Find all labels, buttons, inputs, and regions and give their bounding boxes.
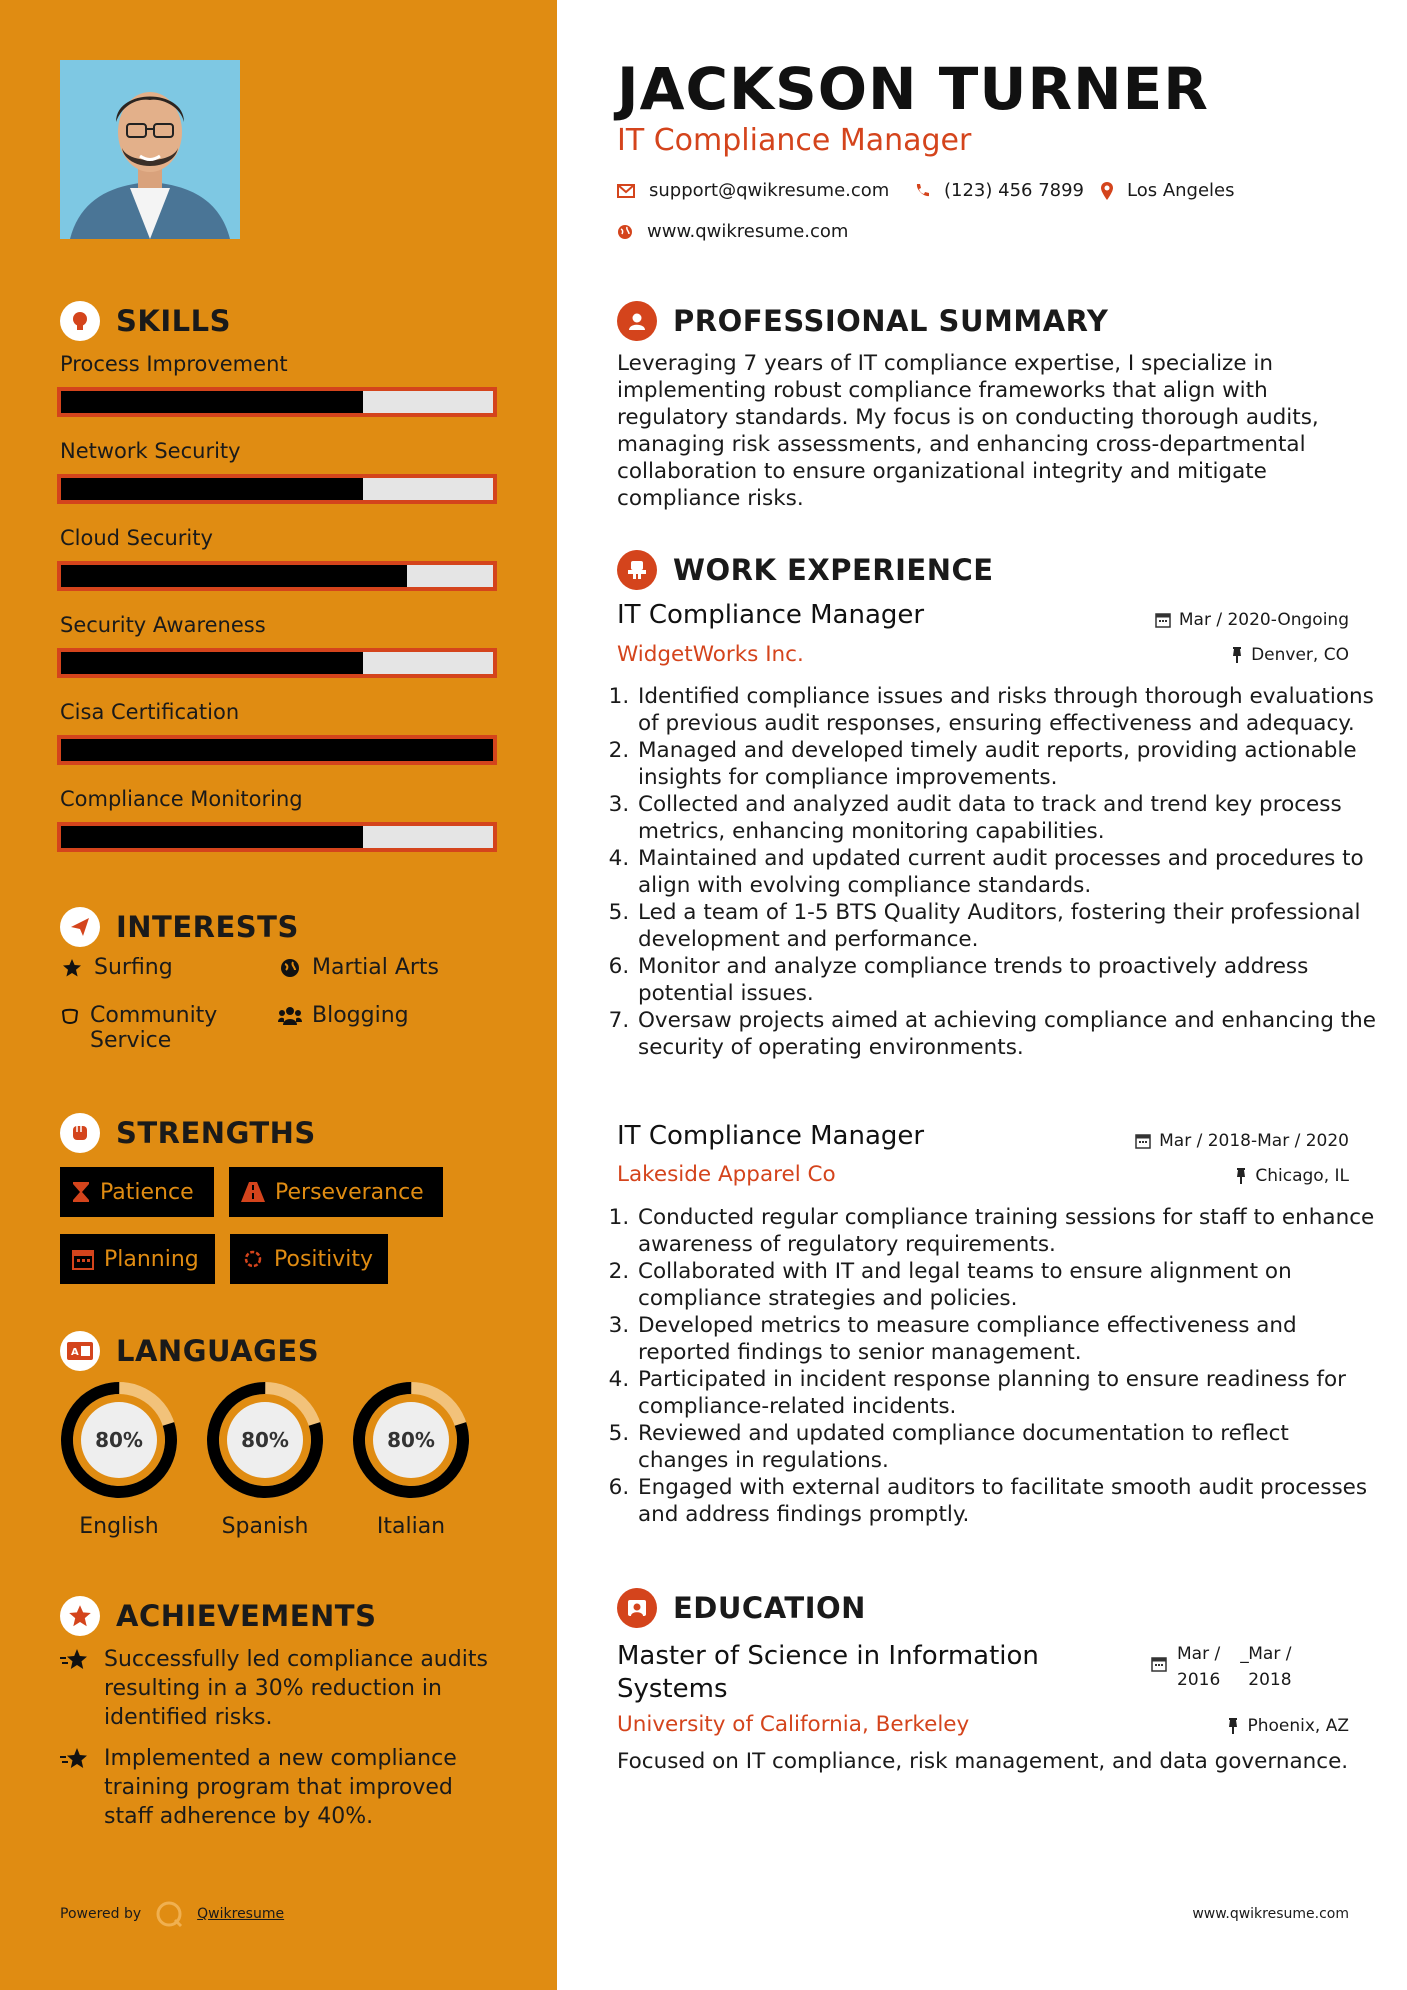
- phone-icon: [914, 183, 930, 199]
- job-bullet: 6. Monitor and analyze compliance trends to proactively address potential issues.: [636, 953, 1381, 1007]
- skill-bar: [57, 735, 497, 765]
- map-pin-icon: [1101, 182, 1113, 200]
- strength-label: Perseverance: [275, 1179, 424, 1205]
- strength-tag: [229, 1167, 443, 1217]
- interest-item: [278, 1003, 409, 1028]
- skill-bar: [57, 387, 497, 417]
- interest-label: Blogging: [312, 1003, 409, 1028]
- language-icon: [60, 1331, 100, 1371]
- hand-icon: [60, 1003, 80, 1026]
- language-item: [59, 1380, 179, 1539]
- footer-url[interactable]: www.qwikresume.com: [1192, 1906, 1349, 1922]
- sidebar: [0, 0, 557, 1990]
- skill-bar-fill: [61, 739, 493, 761]
- skill-bar-fill: [61, 652, 363, 674]
- education-start-month: Mar /: [1177, 1644, 1221, 1664]
- envelope-icon: [617, 184, 635, 198]
- skill-label: Cloud Security: [60, 526, 213, 550]
- languages-heading: [60, 1331, 319, 1371]
- award-icon: [60, 1596, 100, 1636]
- education-end: [1240, 1641, 1292, 1693]
- job-dates-text: Mar / 2020-Ongoing: [1178, 610, 1349, 630]
- paper-plane-icon: [60, 907, 100, 947]
- users-icon: [278, 1003, 302, 1026]
- job-bullet: 1. Identified compliance issues and risks through thorough evaluations of previous audit responses, ensuring effectiveness and adequacy.: [636, 683, 1381, 737]
- job-bullet: 4. Participated in incident response planning to ensure readiness for compliance-related incidents.: [636, 1366, 1381, 1420]
- language-percent: 80%: [241, 1428, 289, 1452]
- job-location-text: Chicago, IL: [1255, 1166, 1349, 1186]
- phone-text: (123) 456 7899: [944, 180, 1085, 201]
- powered-by-label: Powered by: [60, 1906, 142, 1922]
- contact-location: [1101, 180, 1235, 201]
- strength-tag: [230, 1234, 388, 1284]
- job-dates: [1135, 1131, 1349, 1151]
- strength-label: Planning: [104, 1246, 199, 1272]
- job-bullet: 1. Conducted regular compliance training sessions for staff to enhance awareness of regulatory requirements.: [636, 1204, 1381, 1258]
- job-title: IT Compliance Manager: [617, 1121, 925, 1151]
- language-percent: 80%: [387, 1428, 435, 1452]
- education-start: [1177, 1641, 1220, 1693]
- calendar-icon: [1135, 1133, 1151, 1149]
- pushpin-icon: [1231, 647, 1243, 663]
- language-name: Spanish: [221, 1514, 309, 1539]
- graduation-icon: [617, 1588, 657, 1628]
- calendar-icon: [72, 1248, 94, 1270]
- job-dates-text: Mar / 2018-Mar / 2020: [1159, 1131, 1349, 1151]
- user-icon: [617, 301, 657, 341]
- pushpin-icon: [1235, 1168, 1247, 1184]
- education-location-text: Phoenix, AZ: [1247, 1716, 1349, 1736]
- job-bullet: 7. Oversaw projects aimed at achieving compliance and enhancing the security of operating environments.: [636, 1007, 1381, 1061]
- summary-heading: [617, 301, 1108, 341]
- interest-item: [60, 1003, 260, 1053]
- company-name: WidgetWorks Inc.: [617, 642, 804, 667]
- location-text: Los Angeles: [1127, 180, 1235, 201]
- experience-heading: [617, 550, 994, 590]
- achievement-text: Successfully led compliance audits resulting in a 30% reduction in identified risks.: [104, 1647, 488, 1730]
- job-bullet: 4. Maintained and updated current audit processes and procedures to align with evolving compliance standards.: [636, 845, 1381, 899]
- job-title: IT Compliance Manager: [617, 600, 925, 630]
- candidate-role: IT Compliance Manager: [617, 123, 972, 158]
- education-heading: [617, 1588, 866, 1628]
- qwikresume-logo-icon: [155, 1900, 183, 1928]
- skill-label: Cisa Certification: [60, 700, 240, 724]
- job-bullet: 5. Reviewed and updated compliance documentation to reflect changes in regulations.: [636, 1420, 1381, 1474]
- degree-title: [617, 1640, 1097, 1706]
- summary-text: Leveraging 7 years of IT compliance expertise, I specialize in implementing robust compliance frameworks that align with regulatory standards. My focus is on conducting thorough audits, managing risk assessments, and enhancing cross-departmental collaboration to ensure organizational integrity and mitigate compliance risks.: [617, 351, 1319, 511]
- skills-heading: [60, 301, 231, 341]
- interest-label: Surfing: [94, 955, 173, 980]
- education-location: [1227, 1716, 1349, 1736]
- skill-bar-fill: [61, 478, 363, 500]
- job-bullet: 5. Led a team of 1-5 BTS Quality Auditors, fostering their professional development and performance.: [636, 899, 1381, 953]
- contact-website[interactable]: [617, 221, 848, 242]
- strength-label: Patience: [100, 1179, 194, 1205]
- skill-bar: [57, 822, 497, 852]
- interest-item: [60, 955, 173, 980]
- interest-item: [278, 955, 439, 980]
- job-bullets: [610, 683, 1381, 1061]
- education-end-year: 2018: [1248, 1670, 1292, 1690]
- sun-icon: [242, 1248, 264, 1270]
- powered-by: [60, 1900, 284, 1928]
- calendar-icon: [1155, 612, 1171, 628]
- job-dates: [1155, 610, 1349, 630]
- website-text: www.qwikresume.com: [647, 221, 849, 242]
- achievements-title: ACHIEVEMENTS: [116, 1599, 377, 1633]
- strength-tag: [60, 1234, 215, 1284]
- star-icon: [60, 1744, 94, 1831]
- interests-title: INTERESTS: [116, 910, 299, 944]
- job-bullet: 6. Engaged with external auditors to facilitate smooth audit processes and address findings promptly.: [636, 1474, 1381, 1528]
- education-end-month: Mar /: [1248, 1644, 1292, 1664]
- achievement-item: [60, 1744, 500, 1831]
- skill-bar-fill: [61, 391, 363, 413]
- skill-label: Compliance Monitoring: [60, 787, 303, 811]
- job-location: [1231, 645, 1349, 665]
- calendar-icon: [1151, 1656, 1167, 1672]
- interest-label: Community Service: [90, 1003, 218, 1053]
- degree-line: Master of Science in Information: [617, 1641, 1039, 1671]
- education-start-year: 2016: [1177, 1670, 1221, 1690]
- svg-text:A: A: [71, 1347, 79, 1358]
- profile-photo: [60, 60, 240, 239]
- globe-icon: [278, 955, 302, 978]
- candidate-name: JACKSON TURNER: [617, 55, 1209, 123]
- lightbulb-icon: [60, 301, 100, 341]
- strength-label: Positivity: [274, 1246, 374, 1272]
- skill-bar-fill: [61, 826, 363, 848]
- education-dates: [1151, 1641, 1292, 1693]
- language-ring: [351, 1380, 471, 1500]
- road-icon: [241, 1182, 265, 1202]
- skills-title: SKILLS: [116, 304, 231, 338]
- globe-icon: [617, 224, 633, 240]
- date-separator: _: [1240, 1644, 1249, 1664]
- star-icon: [60, 1645, 94, 1732]
- contact-email[interactable]: [617, 180, 889, 201]
- summary-title: PROFESSIONAL SUMMARY: [673, 304, 1109, 338]
- job-location: [1235, 1166, 1349, 1186]
- language-item: [205, 1380, 325, 1539]
- education-title: EDUCATION: [673, 1591, 866, 1625]
- qwikresume-link[interactable]: Qwikresume: [197, 1906, 285, 1922]
- achievement-text: Implemented a new compliance training program that improved staff adherence by 40%.: [104, 1746, 457, 1829]
- languages-title: LANGUAGES: [116, 1334, 320, 1368]
- skill-bar: [57, 474, 497, 504]
- degree-line: Systems: [617, 1674, 728, 1704]
- skill-label: Process Improvement: [60, 352, 288, 376]
- email-text: support@qwikresume.com: [649, 180, 890, 201]
- interest-label: Martial Arts: [312, 955, 440, 980]
- pushpin-icon: [1227, 1718, 1239, 1734]
- achievements-heading: [60, 1596, 376, 1636]
- hourglass-icon: [72, 1181, 90, 1203]
- company-name: Lakeside Apparel Co: [617, 1162, 836, 1187]
- skill-bar: [57, 648, 497, 678]
- skill-bar: [57, 561, 497, 591]
- experience-title: WORK EXPERIENCE: [673, 553, 994, 587]
- language-item: [351, 1380, 471, 1539]
- star-icon: [60, 955, 84, 978]
- strength-tag: [60, 1167, 214, 1217]
- school-name: University of California, Berkeley: [617, 1712, 970, 1737]
- strengths-title: STRENGTHS: [116, 1116, 316, 1150]
- skill-label: Network Security: [60, 439, 241, 463]
- language-percent: 80%: [95, 1428, 143, 1452]
- fist-icon: [60, 1113, 100, 1153]
- job-bullet: 3. Developed metrics to measure compliance effectiveness and reported findings to senior management.: [636, 1312, 1381, 1366]
- contact-phone[interactable]: [914, 180, 1084, 201]
- job-bullets: [610, 1204, 1381, 1528]
- skill-bar-fill: [61, 565, 407, 587]
- language-name: Italian: [376, 1514, 446, 1539]
- strengths-heading: [60, 1113, 316, 1153]
- language-name: English: [79, 1514, 159, 1539]
- skill-label: Security Awareness: [60, 613, 266, 637]
- interests-heading: [60, 907, 299, 947]
- achievement-item: [60, 1645, 500, 1732]
- language-ring: [59, 1380, 179, 1500]
- job-bullet: 3. Collected and analyzed audit data to track and trend key process metrics, enhancing monitoring capabilities.: [636, 791, 1381, 845]
- education-description: Focused on IT compliance, risk management, and data governance.: [617, 1749, 1349, 1774]
- job-bullet: 2. Collaborated with IT and legal teams to ensure alignment on compliance strategies and policies.: [636, 1258, 1381, 1312]
- language-ring: [205, 1380, 325, 1500]
- job-location-text: Denver, CO: [1251, 645, 1349, 665]
- job-bullet: 2. Managed and developed timely audit reports, providing actionable insights for compliance improvements.: [636, 737, 1381, 791]
- briefcase-icon: [617, 550, 657, 590]
